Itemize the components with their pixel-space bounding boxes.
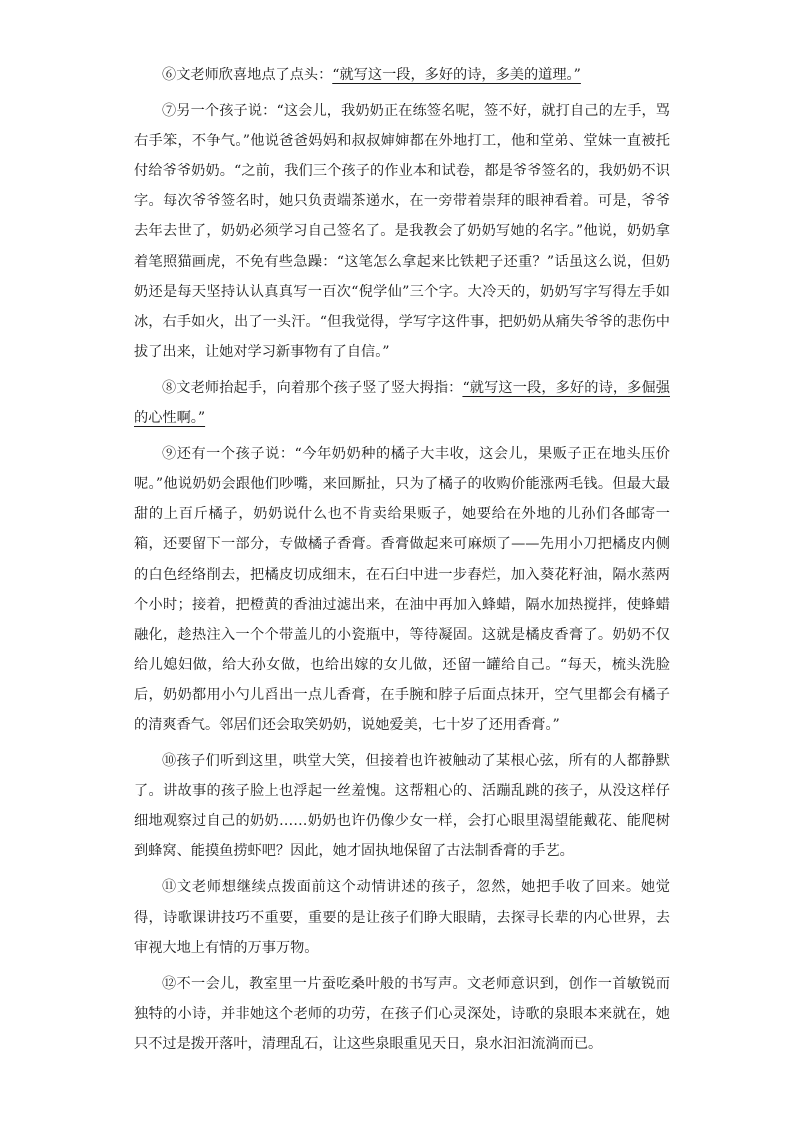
paragraph-7-text: ⑦另一个孩子说：“这会儿，我奶奶正在练签名呢，签不好，就打自己的左手，骂右手笨，不争气。”他说爸爸妈妈和叔叔婶婶都在外地打工，他和堂弟、堂妹一直被托付给爷爷奶奶。“之前，我们三个孩子的作业本和试卷，都是爷爷签名的，我奶奶不识字。每次爷爷签名时，她只负责端茶递水，在一旁带着崇拜的眼神看着。可是，爷爷去年去世了，奶奶必须学习自己签名了。是我教会了奶奶写她的名字。”他说，奶奶拿着笔照猫画虎，不免有些急躁：“这笔怎么拿起来比铁耙子还重？”话虽这么说，但奶奶还是每天坚持认认真真写一百次“倪学仙”三个字。大冷天的，奶奶写字写得左手如冰，右手如火，出了一头汗。“但我觉得，学写字这件事，把奶奶从痛失爷爷的悲伤中拔了出来，让她对学习新事物有了自信。” — [134, 103, 670, 360]
paragraph-6-text: ⑥文老师欣喜地点了点头： — [162, 67, 333, 83]
paragraph-10 — [134, 746, 670, 866]
paragraph-11-text: ⑪文老师想继续点拨面前这个动情讲述的孩子，忽然，她把手收了回来。她觉得，诗歌课讲技巧不重要，重要的是让孩子们睁大眼睛，去探寻长辈的内心世界，去审视大地上有情的万事万物。 — [134, 879, 670, 956]
paragraph-12 — [134, 969, 670, 1059]
paragraph-8 — [134, 373, 670, 433]
paragraph-11 — [134, 872, 670, 962]
paragraph-8-underlined-quote: “就写这一段，多好的诗，多倔强的心性啊。” — [134, 379, 670, 427]
paragraph-7 — [134, 96, 670, 367]
paragraph-8-text: ⑧文老师抬起手，向着那个孩子竖了竖大拇指： — [162, 379, 463, 396]
paragraph-12-text: ⑫不一会儿，教室里一片蚕吃桑叶般的书写声。文老师意识到，创作一首敏锐而独特的小诗，并非她这个老师的功劳，在孩子们心灵深处，诗歌的泉眼本来就在，她只不过是拨开落叶，清理乱石，让这些泉眼重见天日，泉水汩汩流淌而已。 — [134, 975, 670, 1052]
paragraph-10-text: ⑩孩子们听到这里，哄堂大笑，但接着也许被触动了某根心弦，所有的人都静默了。讲故事的孩子脸上也浮起一丝羞愧。这帮粗心的、活蹦乱跳的孩子，从没这样仔细地观察过自己的奶奶……奶奶也许仍像少女一样，会打心眼里渴望能戴花、能爬树到蜂窝、能摸鱼捞虾吧？因此，她才固执地保留了古法制香膏的手艺。 — [134, 753, 670, 860]
paragraph-9-text: ⑨还有一个孩子说：“今年奶奶种的橘子大丰收，这会儿，果贩子正在地头压价呢。”他说奶奶会跟他们吵嘴，来回厮扯，只为了橘子的收购价能涨两毛钱。但最大最甜的上百斤橘子，奶奶说什么也不肯卖给果贩子，她要给在外地的儿孙们各邮寄一箱，还要留下一部分，专做橘子香膏。香膏做起来可麻烦了——先用小刀把橘皮内侧的白色经络削去，把橘皮切成细末，在石臼中进一步舂烂，加入葵花籽油，隔水蒸两个小时；接着，把橙黄的香油过滤出来，在油中再加入蜂蜡，隔水加热搅拌，使蜂蜡融化，趁热注入一个个带盖儿的小瓷瓶中，等待凝固。这就是橘皮香膏了。奶奶不仅给儿媳妇做，给大孙女做，也给出嫁的女儿做，还留一罐给自己。“每天，梳头洗脸后，奶奶都用小勺儿舀出一点儿香膏，在手腕和脖子后面点抹开，空气里都会有橘子的清爽香气。邻居们还会取笑奶奶，说她爱美，七十岁了还用香膏。” — [134, 446, 670, 733]
article-body — [134, 60, 670, 1065]
paragraph-9 — [134, 439, 670, 740]
paragraph-6-underlined-quote: “就写这一段，多好的诗，多美的道理。” — [332, 67, 581, 83]
paragraph-6 — [134, 60, 670, 90]
